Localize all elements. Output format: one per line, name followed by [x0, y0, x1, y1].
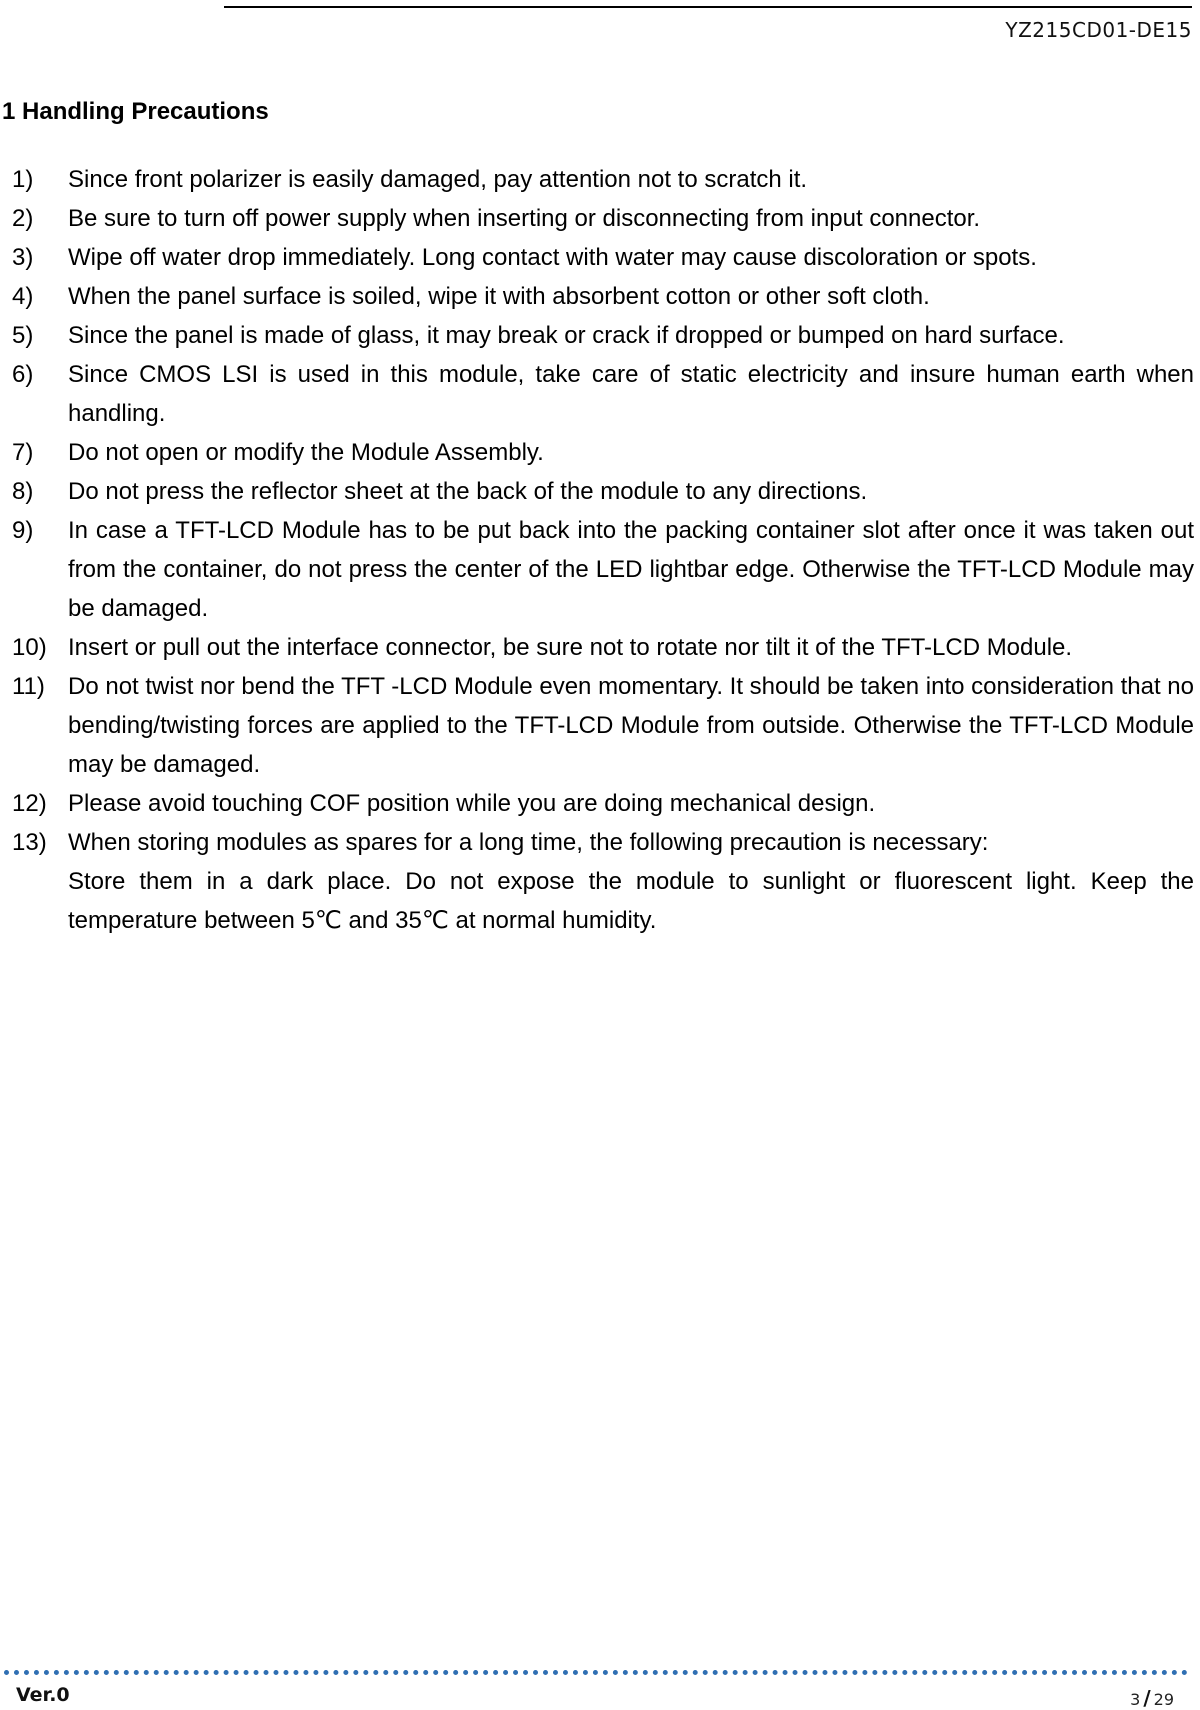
document-id: YZ215CD01-DE15	[1005, 18, 1192, 42]
item-text-continuation: Store them in a dark place. Do not expose the module to sunlight or fluorescent light. Keep the temperature between 5℃ and 35℃ at normal humidity.	[68, 868, 1194, 934]
page-separator: /	[1143, 1686, 1151, 1710]
list-item	[0, 628, 1200, 667]
item-text: When the panel surface is soiled, wipe it with absorbent cotton or other soft cloth.	[68, 283, 930, 310]
item-text: Since the panel is made of glass, it may break or crack if dropped or bumped on hard surface.	[68, 322, 1065, 349]
item-text: Wipe off water drop immediately. Long contact with water may cause discoloration or spots.	[68, 244, 1037, 271]
item-text: Do not press the reflector sheet at the back of the module to any directions.	[68, 478, 868, 505]
item-text-group	[68, 823, 1196, 940]
item-number: 4)	[12, 283, 34, 310]
precautions-list	[0, 160, 1200, 940]
page-current: 3	[1130, 1690, 1141, 1709]
list-item	[0, 238, 1200, 277]
item-text: Since CMOS LSI is used in this module, take care of static electricity and insure human earth when handling.	[68, 361, 1194, 427]
item-number: 13)	[12, 829, 47, 856]
list-item	[0, 784, 1200, 823]
item-text: When storing modules as spares for a long time, the following precaution is necessary:	[68, 829, 989, 856]
item-number: 8)	[12, 478, 34, 505]
list-item	[0, 667, 1200, 784]
footer-dotted-rule	[4, 1670, 1188, 1675]
list-item	[0, 316, 1200, 355]
item-text: Be sure to turn off power supply when inserting or disconnecting from input connector.	[68, 205, 981, 232]
item-number: 5)	[12, 322, 34, 349]
item-number: 11)	[12, 673, 45, 700]
item-text: Do not open or modify the Module Assembly.	[68, 439, 544, 466]
list-item	[0, 433, 1200, 472]
list-item	[0, 160, 1200, 199]
list-item	[0, 472, 1200, 511]
item-text: Since front polarizer is easily damaged, pay attention not to scratch it.	[68, 166, 808, 193]
item-number: 2)	[12, 205, 34, 232]
list-item	[0, 823, 1200, 940]
item-text: Do not twist nor bend the TFT -LCD Module even momentary. It should be taken into consideration that no bending/twisting forces are applied to the TFT-LCD Module from outside. Otherwise the TFT-LCD Module may be damaged.	[68, 673, 1194, 778]
item-number: 9)	[12, 517, 34, 544]
version-label: Ver.0	[16, 1684, 70, 1706]
page-number	[1130, 1686, 1174, 1710]
header-rule	[224, 6, 1192, 8]
item-number: 1)	[12, 166, 34, 193]
item-text: Insert or pull out the interface connector, be sure not to rotate nor tilt it of the TFT-LCD Module.	[68, 634, 1073, 661]
item-number: 7)	[12, 439, 34, 466]
list-item	[0, 277, 1200, 316]
item-number: 12)	[12, 790, 47, 817]
item-number: 10)	[12, 634, 47, 661]
item-number: 6)	[12, 361, 34, 388]
item-text: In case a TFT-LCD Module has to be put back into the packing container slot after once it was taken out from the container, do not press the center of the LED lightbar edge. Otherwise the TFT-LCD Module may be damaged.	[68, 517, 1194, 622]
list-item	[0, 199, 1200, 238]
section-title: 1 Handling Precautions	[2, 98, 269, 125]
list-item	[0, 511, 1200, 628]
item-number: 3)	[12, 244, 34, 271]
page-total: 29	[1153, 1690, 1174, 1709]
item-text: Please avoid touching COF position while you are doing mechanical design.	[68, 790, 876, 817]
list-item	[0, 355, 1200, 433]
